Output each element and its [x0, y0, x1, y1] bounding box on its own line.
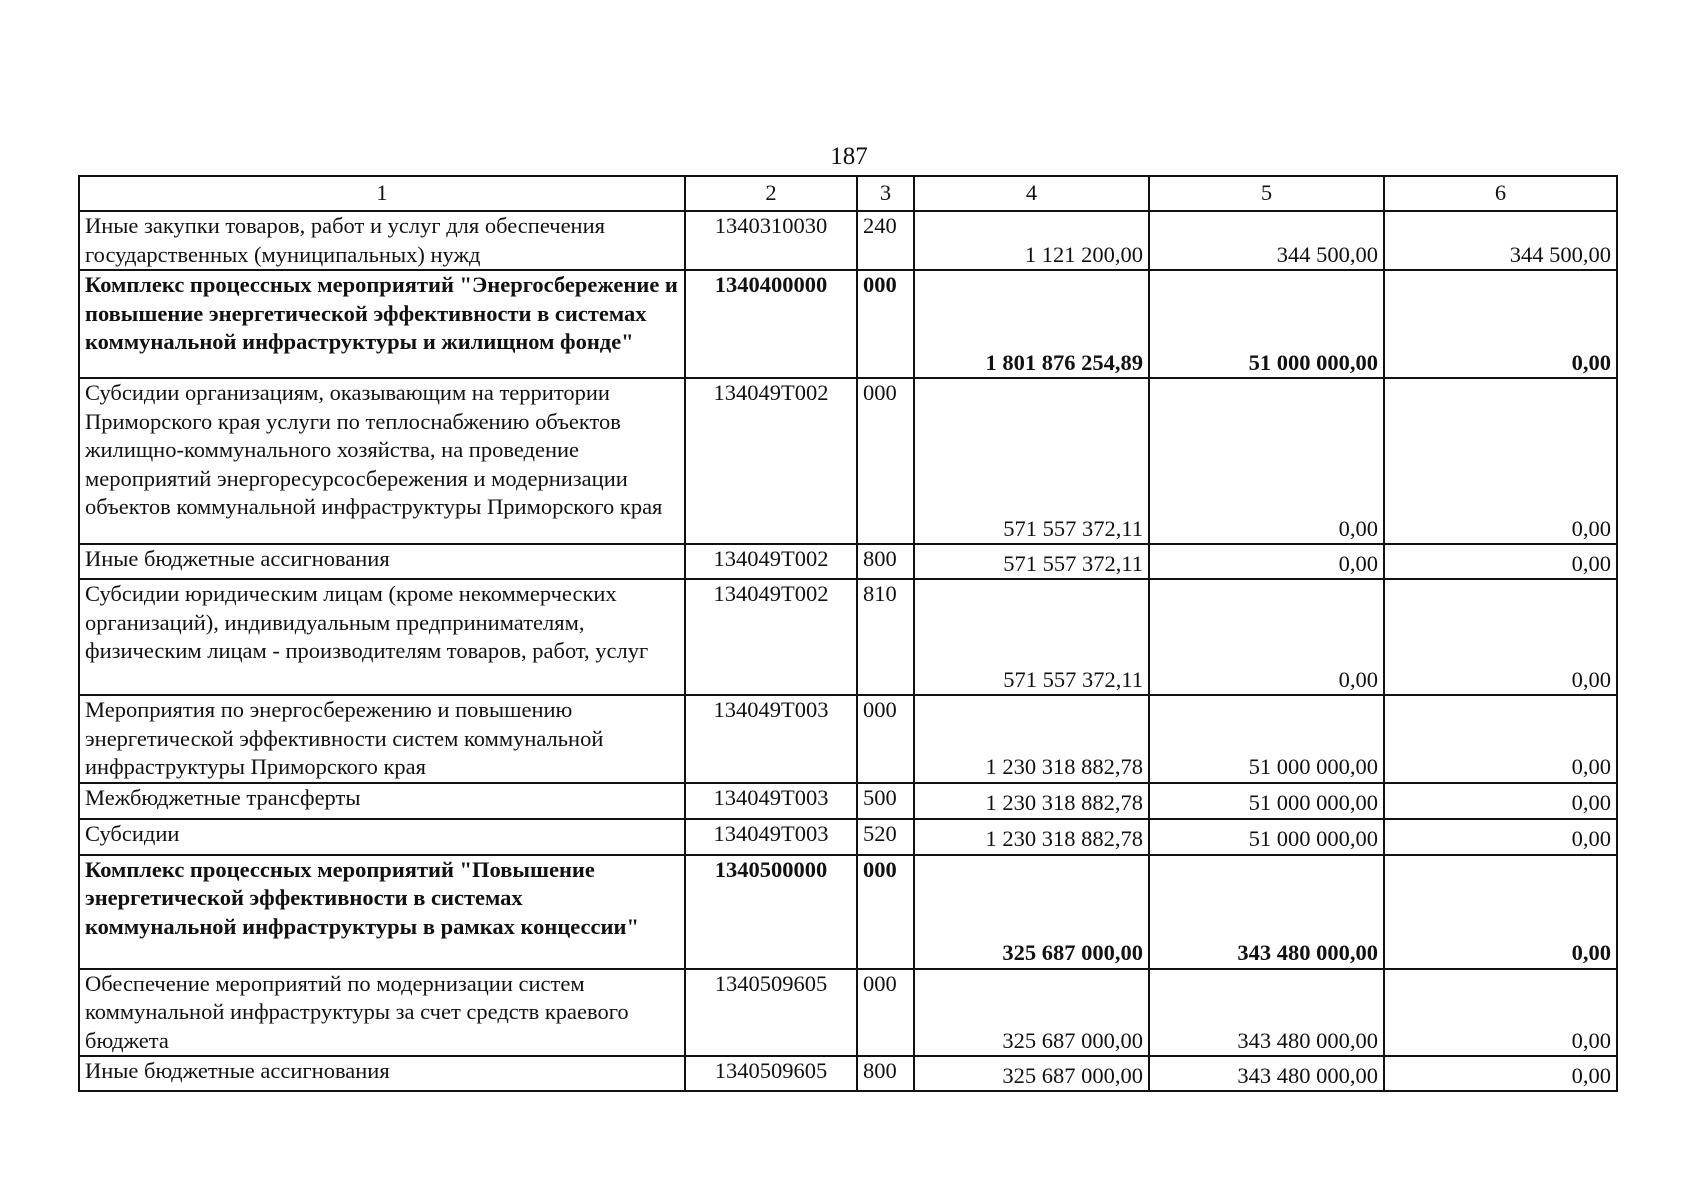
- row-name: Иные закупки товаров, работ и услуг для обеспечения государственных (муниципальных) нужд: [79, 211, 685, 270]
- row-amount-col6: 0,00: [1384, 969, 1617, 1057]
- row-amount-col4: 1 121 200,00: [914, 211, 1149, 270]
- row-amount-col4: 571 557 372,11: [914, 579, 1149, 695]
- row-type: 000: [857, 695, 914, 783]
- row-name: Комплекс процессных мероприятий "Повышение энергетической эффективности в системах коммунальной инфраструктуры в рамках концессии": [79, 855, 685, 969]
- row-amount-col4: 325 687 000,00: [914, 855, 1149, 969]
- row-code: 1340509605: [685, 1056, 857, 1091]
- row-name: Иные бюджетные ассигнования: [79, 1056, 685, 1091]
- row-name: Субсидии: [79, 819, 685, 855]
- row-amount-col6: 344 500,00: [1384, 211, 1617, 270]
- row-code: 1340310030: [685, 211, 857, 270]
- table-row: [79, 855, 1617, 969]
- table-row: [79, 819, 1617, 855]
- row-code: 1340400000: [685, 270, 857, 378]
- row-type: 520: [857, 819, 914, 855]
- table-row: [79, 1056, 1617, 1091]
- row-amount-col5: 343 480 000,00: [1149, 969, 1384, 1057]
- row-code: 134049Т003: [685, 695, 857, 783]
- row-amount-col5: 51 000 000,00: [1149, 819, 1384, 855]
- row-name: Субсидии организациям, оказывающим на территории Приморского края услуги по теплоснабжению объектов жилищно-коммунального хозяйства, на проведение мероприятий энергоресурсосбережения и модернизации объектов коммунальной инфраструктуры Приморского края: [79, 378, 685, 544]
- row-name: Мероприятия по энергосбережению и повышению энергетической эффективности систем коммунальной инфраструктуры Приморского края: [79, 695, 685, 783]
- column-number-4: 4: [914, 176, 1149, 211]
- row-amount-col4: 325 687 000,00: [914, 1056, 1149, 1091]
- table-row: [79, 783, 1617, 819]
- row-name: Межбюджетные трансферты: [79, 783, 685, 819]
- row-amount-col5: 344 500,00: [1149, 211, 1384, 270]
- row-amount-col4: 571 557 372,11: [914, 544, 1149, 579]
- table-row: [79, 270, 1617, 378]
- row-amount-col5: 51 000 000,00: [1149, 783, 1384, 819]
- row-name: Субсидии юридическим лицам (кроме некоммерческих организаций), индивидуальным предпринимателям, физическим лицам - производителям товаров, работ, услуг: [79, 579, 685, 695]
- row-code: 134049Т002: [685, 378, 857, 544]
- row-code: 134049Т002: [685, 544, 857, 579]
- row-type: 500: [857, 783, 914, 819]
- row-code: 134049Т003: [685, 819, 857, 855]
- row-amount-col6: 0,00: [1384, 819, 1617, 855]
- budget-table: [78, 175, 1618, 1092]
- row-code: 1340509605: [685, 969, 857, 1057]
- row-amount-col6: 0,00: [1384, 544, 1617, 579]
- row-code: 134049Т003: [685, 783, 857, 819]
- row-amount-col5: 0,00: [1149, 544, 1384, 579]
- row-amount-col4: 1 230 318 882,78: [914, 695, 1149, 783]
- row-amount-col6: 0,00: [1384, 1056, 1617, 1091]
- page-number: 187: [830, 143, 868, 170]
- header-row: [79, 176, 1617, 211]
- row-type: 000: [857, 270, 914, 378]
- column-number-1: 1: [79, 176, 685, 211]
- row-amount-col5: 0,00: [1149, 378, 1384, 544]
- row-code: 134049Т002: [685, 579, 857, 695]
- row-amount-col6: 0,00: [1384, 855, 1617, 969]
- row-type: 800: [857, 544, 914, 579]
- row-amount-col6: 0,00: [1384, 378, 1617, 544]
- column-number-6: 6: [1384, 176, 1617, 211]
- table-row: [79, 544, 1617, 579]
- row-type: 800: [857, 1056, 914, 1091]
- row-amount-col5: 0,00: [1149, 579, 1384, 695]
- table-row: [79, 969, 1617, 1057]
- column-number-3: 3: [857, 176, 914, 211]
- row-amount-col6: 0,00: [1384, 783, 1617, 819]
- row-amount-col4: 1 230 318 882,78: [914, 819, 1149, 855]
- row-name: Обеспечение мероприятий по модернизации систем коммунальной инфраструктуры за счет средств краевого бюджета: [79, 969, 685, 1057]
- row-type: 000: [857, 969, 914, 1057]
- row-name: Иные бюджетные ассигнования: [79, 544, 685, 579]
- row-type: 000: [857, 378, 914, 544]
- row-type: 000: [857, 855, 914, 969]
- table-row: [79, 211, 1617, 270]
- row-type: 240: [857, 211, 914, 270]
- row-amount-col4: 1 230 318 882,78: [914, 783, 1149, 819]
- column-number-2: 2: [685, 176, 857, 211]
- table-row: [79, 579, 1617, 695]
- row-amount-col5: 51 000 000,00: [1149, 695, 1384, 783]
- row-amount-col6: 0,00: [1384, 695, 1617, 783]
- row-amount-col6: 0,00: [1384, 579, 1617, 695]
- row-name: Комплекс процессных мероприятий "Энергосбережение и повышение энергетической эффективности в системах коммунальной инфраструктуры и жилищном фонде": [79, 270, 685, 378]
- row-amount-col5: 343 480 000,00: [1149, 1056, 1384, 1091]
- row-amount-col4: 325 687 000,00: [914, 969, 1149, 1057]
- row-code: 1340500000: [685, 855, 857, 969]
- row-amount-col5: 51 000 000,00: [1149, 270, 1384, 378]
- row-amount-col4: 1 801 876 254,89: [914, 270, 1149, 378]
- table-row: [79, 378, 1617, 544]
- row-amount-col4: 571 557 372,11: [914, 378, 1149, 544]
- row-amount-col6: 0,00: [1384, 270, 1617, 378]
- table-row: [79, 695, 1617, 783]
- column-number-5: 5: [1149, 176, 1384, 211]
- row-type: 810: [857, 579, 914, 695]
- row-amount-col5: 343 480 000,00: [1149, 855, 1384, 969]
